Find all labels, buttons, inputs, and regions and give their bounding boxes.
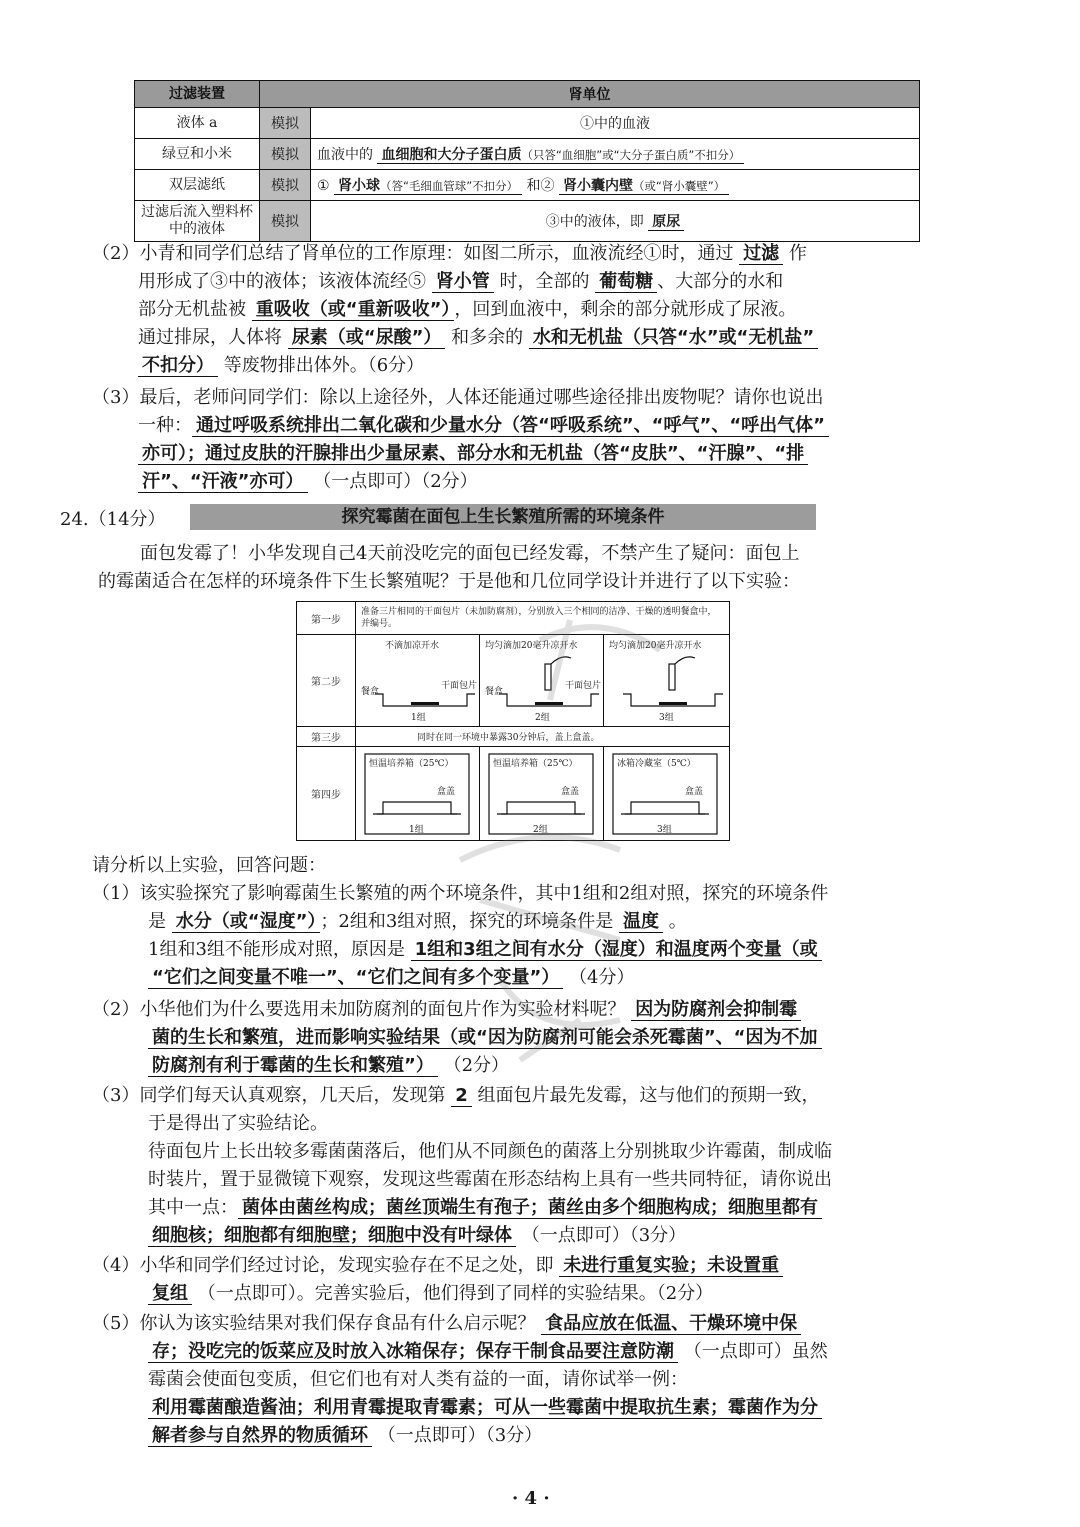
text: 是 — [148, 911, 166, 932]
answer: 复组 — [148, 1283, 192, 1305]
header-device: 过滤装置 — [135, 81, 260, 108]
step2-group2 — [479, 634, 604, 726]
a2-line-3 — [148, 1052, 509, 1080]
answer: 过滤 — [739, 243, 783, 265]
step1-label: 第一步 — [297, 602, 356, 634]
group-label: 1组 — [409, 825, 424, 835]
answer: 防腐剂有利于霉菌的生长和繁殖”） — [148, 1055, 438, 1077]
table-row — [135, 170, 920, 201]
a3-line-2: 于是得出了实验结论。 — [148, 1113, 328, 1134]
answer: 1组和3组之间有水分（湿度）和温度两个变量（或 — [411, 939, 822, 961]
a5-line-5 — [148, 1422, 542, 1450]
q24-intro-1: 面包发霉了！小华发现自己4天前没吃完的面包已经发霉，不禁产生了疑问：面包上 — [140, 543, 800, 564]
text: 。 — [668, 911, 687, 932]
step1-row — [297, 602, 729, 635]
q2-line-2 — [138, 268, 783, 296]
answer: “它们之间变量不唯一”、“它们之间有多个变量”） — [148, 967, 563, 989]
group-label: 2组 — [535, 713, 550, 723]
experiment-figure — [296, 601, 730, 841]
mock-cell: 模拟 — [260, 139, 311, 170]
answer: 肾小管 — [432, 271, 494, 293]
text: 血液中的 — [317, 147, 373, 163]
step4-group1 — [355, 746, 480, 840]
bread-label: 干面包片 — [441, 681, 478, 691]
text: 等废物排出体外。（6分） — [223, 355, 425, 376]
q3-line-3 — [138, 440, 808, 468]
text: 通过排尿，人体将 — [138, 327, 282, 348]
lid-label: 盒盖 — [685, 787, 704, 797]
a2-line-1 — [92, 996, 801, 1024]
a5-line-2 — [148, 1338, 828, 1366]
step4-label: 第四步 — [297, 746, 356, 840]
answer: 细胞核；细胞都有细胞壁；细胞中没有叶绿体 — [148, 1225, 516, 1247]
text: ③中的液体，即 — [545, 214, 644, 230]
answer: 水分（或“湿度”） — [172, 911, 321, 933]
table-row — [135, 201, 920, 242]
step4-col-label: 冰箱冷藏室（5℃） — [617, 759, 696, 769]
group-label: 3组 — [659, 713, 674, 723]
step4-col-label: 恒温培养箱（25℃） — [369, 759, 454, 769]
step2-col-label: 均匀滴加20毫升凉开水 — [609, 641, 702, 651]
content-cell — [311, 170, 920, 201]
device-cell: 液体 a — [135, 108, 260, 139]
answer-text: 肾小囊内壁 — [562, 178, 633, 194]
text: ① — [317, 178, 330, 194]
answer — [377, 147, 744, 164]
text: （2分） — [443, 1055, 510, 1076]
header-nephron: 肾单位 — [260, 81, 920, 108]
text: 用形成了③中的液体；该液体流经⑤ — [138, 271, 426, 292]
page-number: · 4 · — [512, 1488, 550, 1509]
text: （2）小华他们为什么要选用未加防腐剂的面包片作为实验材料呢？ — [92, 999, 626, 1020]
text: （一点即可）（3分） — [521, 1225, 687, 1246]
step3-row — [297, 726, 729, 747]
text: 其中一点： — [148, 1197, 238, 1218]
answer: 菌的生长和繁殖，进而影响实验结果（或“因为防腐剂可能会杀死霉菌”、“因为不加 — [148, 1027, 822, 1049]
answer-note: （或“肾小囊壁”） — [632, 179, 726, 193]
step4-group2 — [479, 746, 604, 840]
text: ，回到血液中，剩余的部分就形成了尿液。 — [454, 299, 797, 320]
table-header-row — [135, 81, 920, 108]
mock-cell: 模拟 — [260, 201, 311, 242]
text: （一点即可）（3分） — [377, 1425, 543, 1446]
a2-line-2 — [148, 1024, 822, 1052]
group-label: 3组 — [657, 825, 672, 835]
a3-line-5 — [148, 1194, 822, 1222]
step4-col-label: 恒温培养箱（25℃） — [493, 759, 578, 769]
text: （一点即可）。完善实验后，他们得到了同样的实验结果。（2分） — [197, 1283, 714, 1304]
answer — [559, 178, 729, 195]
answer-note: （答“毛细血管球”不扣分） — [380, 179, 519, 193]
analysis-intro: 请分析以上实验，回答问题： — [92, 855, 326, 876]
box-label: 餐盒 — [361, 687, 380, 697]
text: （4分） — [569, 967, 635, 988]
content-cell — [311, 139, 920, 170]
table-row — [135, 108, 920, 139]
answer: 尿素（或“尿酸”） — [288, 327, 446, 349]
text: （5）你认为该实验结果对我们保存食品有什么启示呢？ — [92, 1313, 536, 1334]
answer: 水和无机盐（只答“水”或“无机盐” — [529, 327, 818, 349]
answer: 原尿 — [648, 214, 684, 231]
a1-line-1: （1）该实验探究了影响霉菌生长繁殖的两个环境条件，其中1组和2组对照，探究的环境条件 — [92, 883, 829, 904]
text: （3）同学们每天认真观察，几天后，发现第 — [92, 1085, 446, 1106]
text: （2）小青和同学们总结了肾单位的工作原理：如图二所示，血液流经①时，通过 — [92, 243, 734, 264]
content-cell — [311, 201, 920, 242]
q2-line-3 — [138, 296, 796, 324]
a1-line-3 — [148, 936, 822, 964]
step2-col-label: 均匀滴加20毫升凉开水 — [485, 641, 578, 651]
q24-label: 24.（14分） — [60, 509, 166, 530]
answer: 2 — [451, 1085, 472, 1107]
answer: 菌体由菌丝构成；菌丝顶端生有孢子；菌丝由多个细胞构成；细胞里都有 — [238, 1197, 822, 1219]
q24-title: 探究霉菌在面包上生长繁殖所需的环境条件 — [190, 504, 816, 530]
kidney-model-table — [134, 80, 920, 242]
answer: 解者参与自然界的物质循环 — [148, 1425, 372, 1447]
a4-line-2 — [148, 1280, 713, 1308]
a4-line-1 — [92, 1252, 783, 1280]
answer: 存；没吃完的饭菜应及时放入冰箱保存；保存干制食品要注意防潮 — [148, 1341, 678, 1363]
content-cell: ①中的血液 — [311, 108, 920, 139]
device-cell: 双层滤纸 — [135, 170, 260, 201]
answer: 葡萄糖 — [595, 271, 657, 293]
text: 和② — [526, 178, 555, 194]
answer: 因为防腐剂会抑制霉 — [631, 999, 801, 1021]
step4-group3 — [603, 746, 729, 840]
answer: 亦可）；通过皮肤的汗腺排出少量尿素、部分水和无机盐（答“皮肤”、“汗腺”、“排 — [138, 443, 808, 465]
step2-label: 第二步 — [297, 634, 356, 726]
lid-label: 盒盖 — [437, 787, 456, 797]
q2-line-4 — [138, 324, 818, 352]
device-cell: 绿豆和小米 — [135, 139, 260, 170]
q3-line-4 — [138, 468, 478, 496]
text: ；2组和3组对照，探究的环境条件是 — [320, 911, 614, 932]
answer-text: 肾小球 — [338, 178, 381, 194]
a1-line-2 — [148, 908, 687, 936]
answer: 食品应放在低温、干燥环境中保 — [541, 1313, 801, 1335]
a5-line-3: 霉菌会使面包变质，但它们也有对人类有益的一面，请你试举一例： — [148, 1369, 688, 1390]
text: 部分无机盐被 — [138, 299, 246, 320]
box-label: 餐盒 — [485, 687, 504, 697]
answer: 汗”、“汗液”亦可） — [138, 471, 308, 493]
lid-label: 盒盖 — [561, 787, 580, 797]
step3-text: 同时在同一环境中暴露30分钟后，盖上盒盖。 — [417, 733, 600, 743]
q2-line-1 — [92, 240, 807, 268]
q24-intro-2: 的霉菌适合在怎样的环境条件下生长繁殖呢？于是他和几位同学设计并进行了以下实验： — [98, 571, 800, 592]
answer — [334, 178, 522, 195]
a3-line-3: 待面包片上长出较多霉菌菌落后，他们从不同颜色的菌落上分别挑取少许霉菌，制成临 — [148, 1141, 832, 1162]
text: （4）小华和同学们经过讨论，发现实验存在不足之处，即 — [92, 1255, 554, 1276]
answer: 利用霉菌酿造酱油；利用青霉提取青霉素；可从一些霉菌中提取抗生素；霉菌作为分 — [148, 1397, 822, 1419]
group-label: 2组 — [533, 825, 548, 835]
a3-line-6 — [148, 1222, 686, 1250]
device-cell: 过滤后流入塑料杯中的液体 — [135, 201, 260, 242]
answer: 重吸收（或“重新吸收”） — [252, 299, 455, 321]
a5-line-4 — [148, 1394, 822, 1422]
answer: 通过呼吸系统排出二氧化碳和少量水分（答“呼吸系统”、“呼气”、“呼出气体” — [192, 415, 829, 437]
step2-group3 — [603, 634, 729, 726]
text: 、大部分的水和 — [657, 271, 784, 292]
text: 1组和3组不能形成对照，原因是 — [148, 939, 405, 960]
step1-text: 准备三片相同的干面包片（未加防腐剂），分别放入三个相同的洁净、干燥的透明餐盒中，并编号。 — [361, 607, 717, 629]
step4-row — [297, 746, 729, 840]
a3-line-1 — [92, 1082, 819, 1110]
table-row — [135, 139, 920, 170]
step3-label: 第三步 — [297, 726, 356, 746]
answer: 未进行重复实验；未设置重 — [559, 1255, 783, 1277]
q3-line-1: （3）最后，老师问同学们：除以上途径外，人体还能通过哪些途径排出废物呢？请你也说出 — [92, 387, 824, 408]
answer: 温度 — [619, 911, 663, 933]
text: 和多余的 — [451, 327, 524, 348]
text: （一点即可）虽然 — [683, 1341, 828, 1362]
text: 作 — [788, 243, 807, 264]
bread-label: 干面包片 — [565, 681, 602, 691]
step2-group1 — [355, 634, 480, 726]
answer-text: 血细胞和大分子蛋白质 — [381, 147, 522, 163]
a1-line-4 — [148, 964, 635, 992]
q3-line-2 — [138, 412, 829, 440]
step2-row — [297, 634, 729, 727]
step2-col-label: 不滴加凉开水 — [385, 641, 440, 651]
mock-cell: 模拟 — [260, 108, 311, 139]
group-label: 1组 — [411, 713, 426, 723]
text: 组面包片最先发霉，这与他们的预期一致， — [477, 1085, 820, 1106]
text: （一点即可）（2分） — [313, 471, 478, 492]
answer: 不扣分） — [138, 355, 218, 377]
text: 一种： — [138, 415, 192, 436]
q2-line-5 — [138, 352, 424, 380]
text: 时，全部的 — [499, 271, 590, 292]
a3-line-4: 时装片，置于显微镜下观察，发现这些霉菌在形态结构上具有一些共同特征，请你说出 — [148, 1169, 832, 1190]
a5-line-1 — [92, 1310, 801, 1338]
answer-note: （只答“血细胞”或“大分子蛋白质”不扣分） — [521, 148, 741, 162]
mock-cell: 模拟 — [260, 170, 311, 201]
